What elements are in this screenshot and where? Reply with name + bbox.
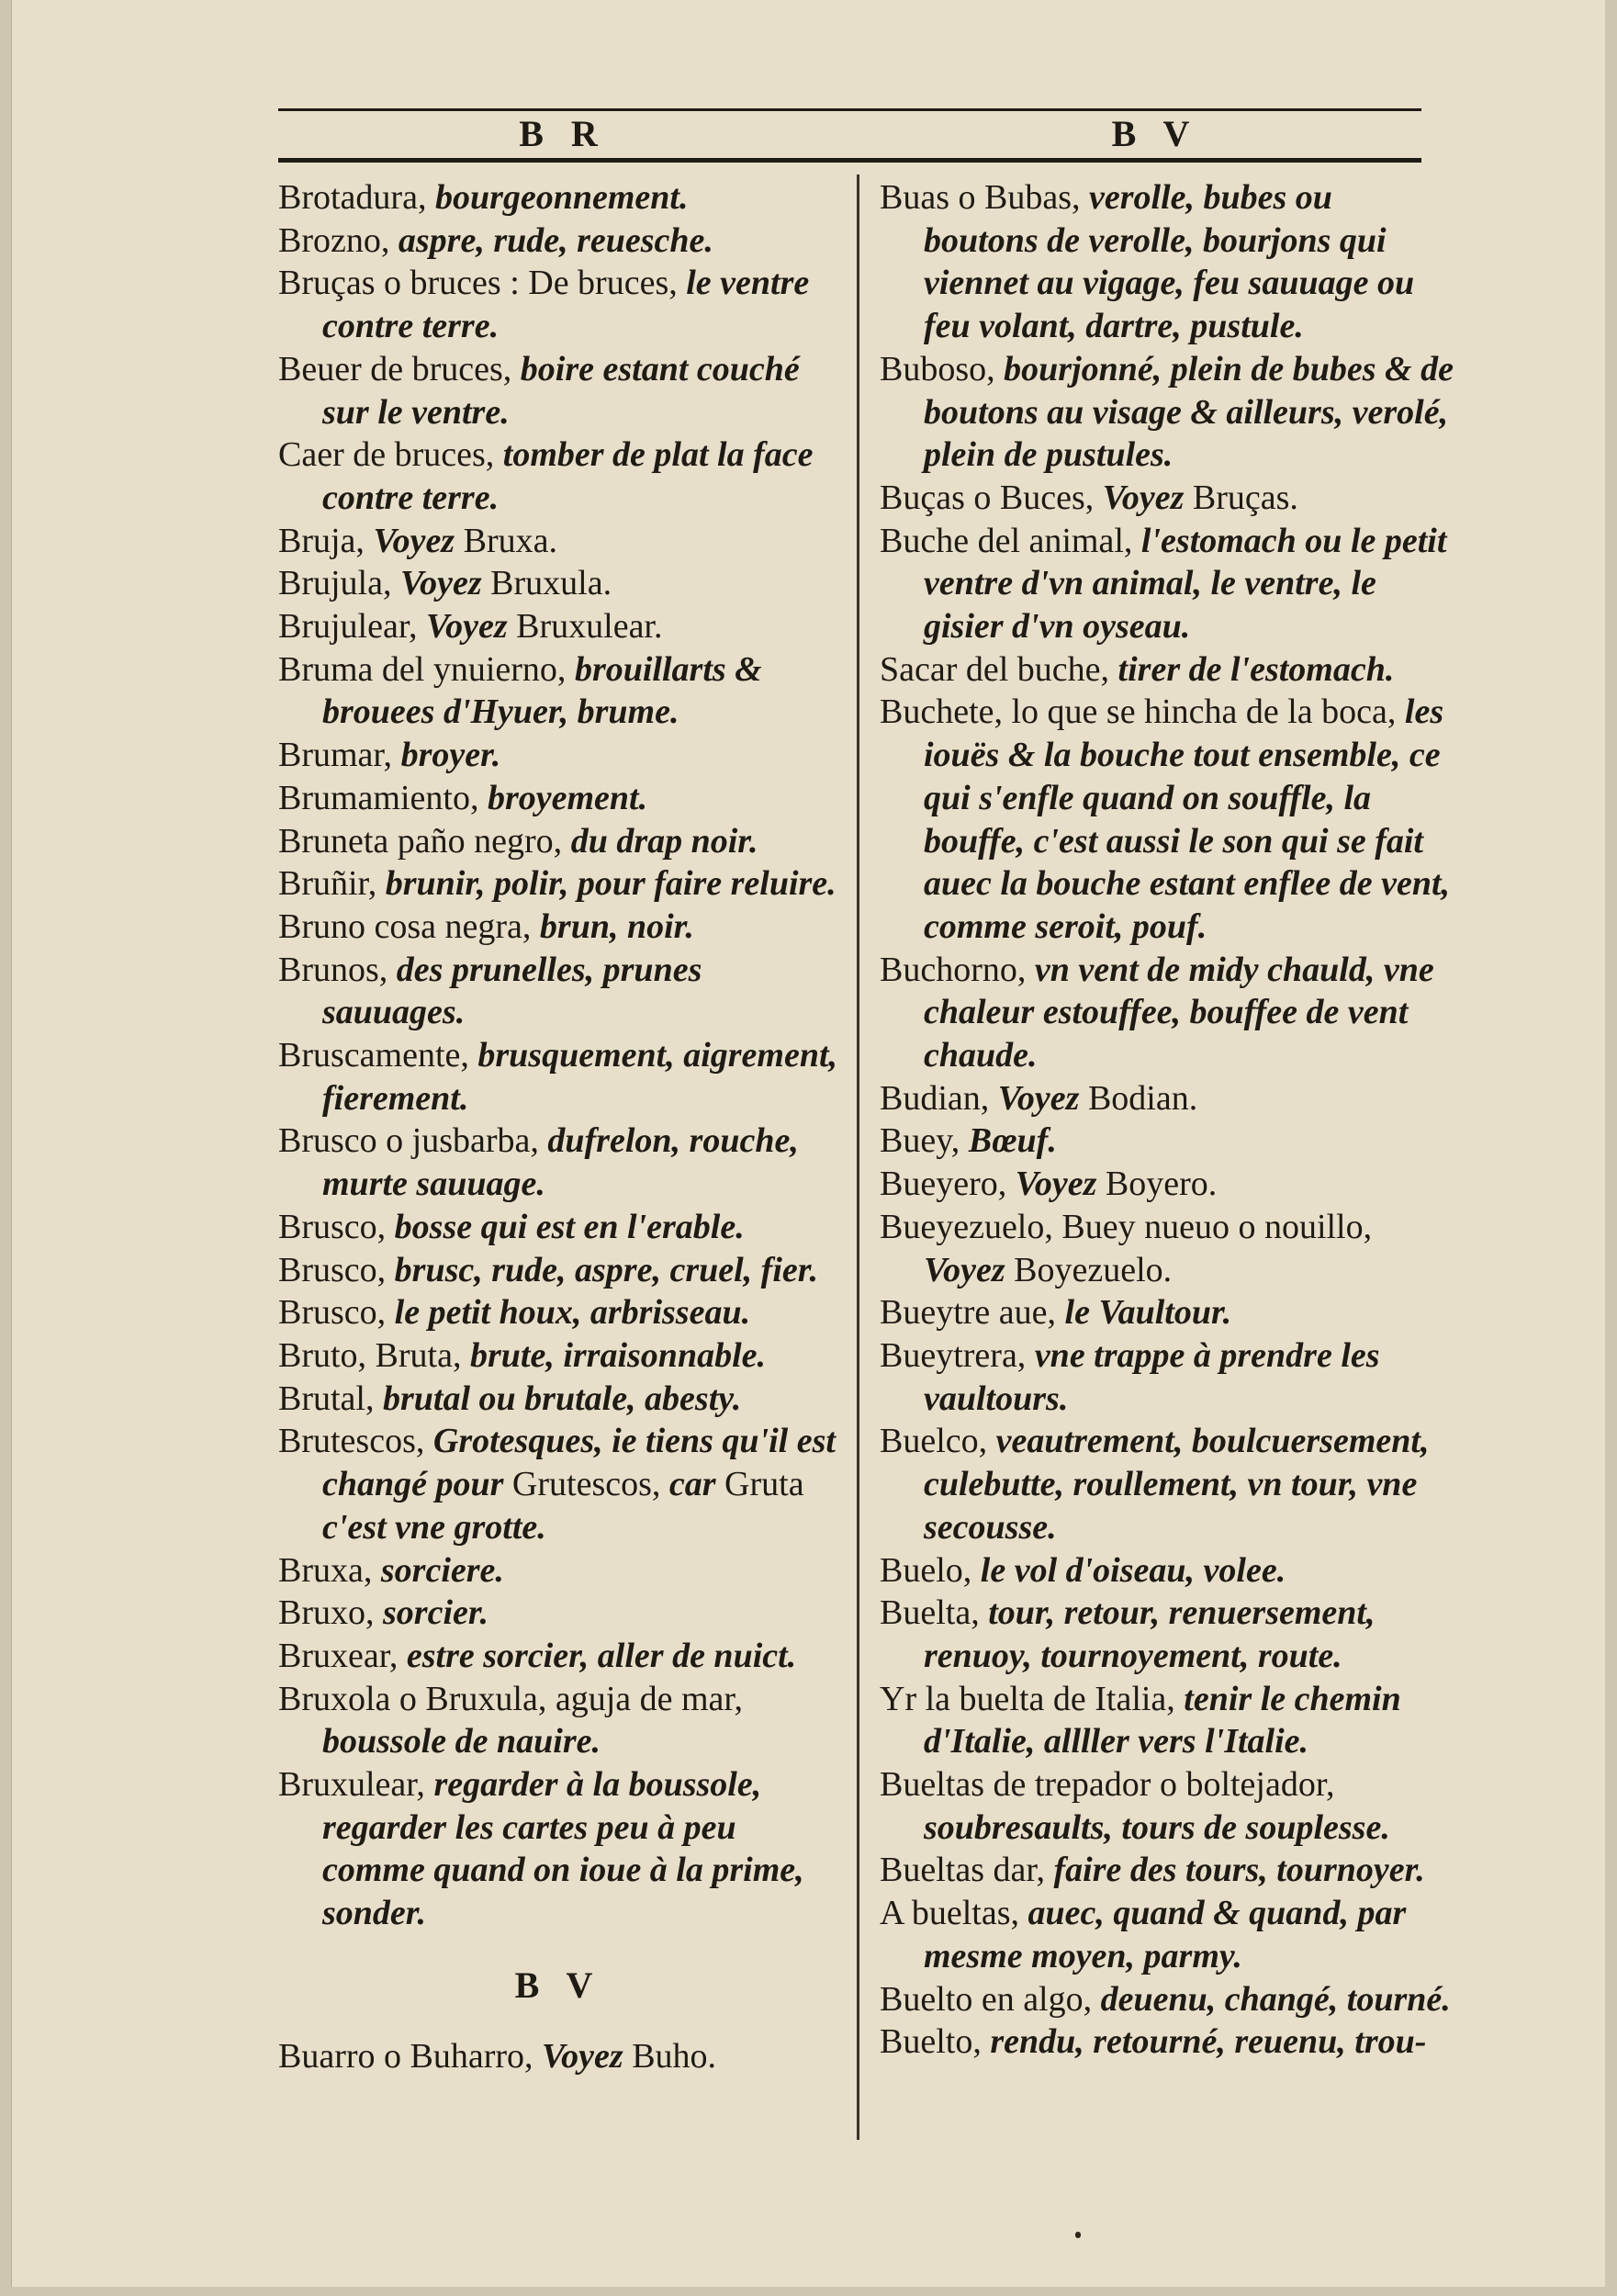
entry-definition: sorciere. [380, 1550, 504, 1590]
entry-term: Sacar del buche, [880, 649, 1118, 689]
right-entries [880, 176, 1454, 2064]
entry-term: Bruxulear, [278, 1765, 434, 1805]
dictionary-entry [880, 1892, 1454, 1977]
entry-definition: faire des tours, tournoyer. [1053, 1851, 1425, 1890]
section-heading-bv: B V [514, 1964, 602, 2006]
entry-term: Bruxear, [278, 1636, 407, 1675]
dictionary-entry [278, 219, 838, 263]
dictionary-entry [880, 2020, 1454, 2064]
entry-term: Bueltas de trepador o boltejador, [880, 1765, 1335, 1805]
dictionary-entry [278, 1763, 838, 1935]
dictionary-entry [278, 1635, 838, 1678]
entry-term: Brozno, [278, 220, 399, 260]
dictionary-entry [278, 1120, 838, 1205]
entry-definition: dufrelon, rouche, murte sauuage. [322, 1121, 799, 1204]
entry-term: Buelto en algo, [880, 1979, 1101, 2019]
entry-term: Brusco, [278, 1250, 395, 1289]
entry-definition: Voyez [399, 564, 491, 603]
entry-definition: c'est vne grotte. [322, 1507, 546, 1547]
dictionary-entry [880, 1763, 1454, 1849]
entry-term: Bruma del ynuierno, [278, 649, 575, 689]
entry-term: Brotadura, [278, 178, 435, 217]
column-divider [857, 174, 859, 2140]
entry-term: Bruxa, [278, 1550, 381, 1590]
dictionary-entry [880, 1849, 1454, 1892]
dictionary-entry [278, 520, 838, 563]
entry-definition: Bœuf. [968, 1121, 1057, 1161]
entry-term: Bruxo, [278, 1593, 383, 1633]
entry-term: Buchorno, [880, 950, 1035, 989]
entry-term: Buho. [632, 2036, 717, 2076]
dictionary-entry [278, 348, 838, 433]
entry-term: Bruneta paño negro, [278, 821, 571, 861]
entry-definition: vn vent de midy chauld, vne chaleur estouffee, bouffee de vent chaude. [924, 950, 1434, 1075]
dictionary-entry [880, 1592, 1454, 1677]
entry-definition: des prunelles, prunes sauuages. [322, 950, 702, 1032]
entry-term: Brumar, [278, 736, 401, 775]
entry-definition: brusc, rude, aspre, cruel, fier. [394, 1250, 818, 1289]
entry-term: Brutal, [278, 1379, 383, 1418]
dictionary-entry [880, 477, 1454, 520]
entry-definition: Grotesques, ie tiens qu'il est changé pour [322, 1422, 836, 1504]
dictionary-entry [278, 1420, 838, 1548]
entry-term: Buelta, [880, 1593, 989, 1633]
entry-term: Bruxulear. [516, 607, 663, 647]
dictionary-entry [278, 1592, 838, 1635]
entry-definition: Voyez [425, 607, 517, 647]
entry-definition: sorcier. [383, 1593, 489, 1633]
dictionary-entry [880, 520, 1454, 648]
entry-definition: boire estant couché sur le ventre. [322, 349, 800, 432]
entry-term: Brujula, [278, 564, 400, 603]
entry-term: Buboso, [880, 349, 1005, 388]
dictionary-entry [278, 734, 838, 777]
entry-term: Yr la buelta de Italia, [880, 1679, 1185, 1718]
entry-definition: brunir, polir, pour faire reluire. [385, 864, 837, 904]
dictionary-entry [880, 949, 1454, 1077]
running-head-left: B R [519, 113, 607, 154]
entry-definition: l'estomach ou le petit ventre d'vn animal, le ventre, le gisier d'vn oyseau. [924, 521, 1447, 647]
entry-term: Brusco, [278, 1293, 395, 1333]
entry-definition: Voyez [542, 2036, 633, 2076]
dictionary-entry [880, 1077, 1454, 1120]
entry-term: Bruto, Bruta, [278, 1335, 470, 1375]
dictionary-entry [880, 1334, 1454, 1420]
dictionary-entry [278, 2035, 838, 2078]
entry-term: Bueltas dar, [880, 1851, 1054, 1890]
dictionary-entry [880, 648, 1454, 692]
dictionary-entry [880, 1420, 1454, 1548]
dictionary-entry [278, 1678, 838, 1763]
entry-term: Bruja, [278, 521, 374, 560]
entry-term: Buchete, lo que se hincha de la boca, [880, 692, 1405, 732]
entry-term: Bruxa. [463, 521, 557, 560]
entry-definition: brutal ou brutale, abesty. [382, 1379, 742, 1418]
entry-term: Budian, [880, 1078, 998, 1118]
dictionary-entry [278, 1549, 838, 1593]
entry-definition: soubresaults, tours de souplesse. [924, 1807, 1390, 1847]
dictionary-entry [880, 1678, 1454, 1763]
entry-definition: tenir le chemin d'Italie, allller vers l'Italie. [924, 1679, 1401, 1761]
entry-term: Boyezuelo. [1014, 1250, 1173, 1289]
dictionary-entry [278, 1206, 838, 1249]
dictionary-entry [880, 1291, 1454, 1334]
left-entries [278, 176, 838, 1935]
entry-definition: brun, noir. [539, 906, 694, 946]
entry-definition: le Vaultour. [1064, 1293, 1232, 1333]
entry-term: Beuer de bruces, [278, 349, 521, 388]
entry-term: Brutescos, [278, 1422, 433, 1461]
entry-definition: deuenu, changé, tourné. [1100, 1979, 1451, 2019]
entry-term: Bruno cosa negra, [278, 906, 540, 946]
entry-definition: le petit houx, arbrisseau. [394, 1293, 751, 1333]
entry-term: Bueytre aue, [880, 1293, 1065, 1333]
entry-definition: bourjonné, plein de bubes & de boutons au visage & ailleurs, verolé, plein de pustules. [924, 349, 1454, 475]
dictionary-entry [278, 1034, 838, 1120]
entry-definition: brute, irraisonnable. [469, 1335, 767, 1375]
entry-term: Bruxula. [490, 564, 612, 603]
left-entries-bv [278, 2035, 838, 2078]
dictionary-entry [880, 691, 1454, 948]
entry-term: Bruças. [1192, 478, 1298, 517]
entry-term: Brusco, [278, 1207, 395, 1246]
entry-term: Bruñir, [278, 864, 386, 904]
entry-term: Bueyezuelo, Buey nueuo o nouillo, [880, 1207, 1373, 1246]
entry-definition: tomber de plat la face contre terre. [322, 435, 814, 517]
dictionary-entry [278, 262, 838, 347]
dictionary-entry [278, 562, 838, 605]
entry-definition: regarder à la boussole, regarder les cartes peu à peu comme quand on ioue à la prime, sonder. [322, 1765, 804, 1933]
entry-definition: broyement. [487, 778, 648, 817]
entry-definition: boussole de nauire. [322, 1722, 601, 1761]
left-column [278, 176, 838, 2077]
entry-term: Bruxola o Bruxula, aguja de mar, [278, 1679, 744, 1718]
page [11, 0, 1605, 2287]
entry-term: Boyero. [1105, 1165, 1218, 1204]
entry-definition: tour, retour, renuersement, renuoy, tournoyement, route. [924, 1593, 1376, 1675]
entry-term: Buche del animal, [880, 521, 1141, 560]
right-column [880, 176, 1454, 2064]
dictionary-entry [278, 1249, 838, 1292]
entry-definition: Voyez [1102, 478, 1193, 517]
entry-definition: bourgeonnement. [434, 178, 689, 217]
dictionary-entry [880, 348, 1454, 477]
entry-definition: aspre, rude, reuesche. [398, 220, 713, 260]
entry-term: Buelco, [880, 1422, 996, 1461]
dictionary-entry [880, 1120, 1454, 1163]
dictionary-entry [278, 433, 838, 519]
entry-term: Brunos, [278, 950, 397, 989]
entry-definition: tirer de l'estomach. [1117, 649, 1395, 689]
dictionary-entry [278, 777, 838, 820]
entry-definition: auec, quand & quand, par mesme moyen, parmy. [924, 1894, 1407, 1975]
entry-term: A bueltas, [880, 1894, 1028, 1933]
entry-term: Brusco o jusbarba, [278, 1121, 548, 1161]
entry-term: Buarro o Buharro, [278, 2036, 543, 2076]
entry-definition: broyer. [400, 736, 501, 775]
dictionary-entry [880, 1549, 1454, 1593]
running-head-right: B V [1111, 113, 1199, 154]
entry-term: Brumamiento, [278, 778, 488, 817]
entry-term: Caer de bruces, [278, 435, 503, 475]
entry-term: Buças o Buces, [880, 478, 1103, 517]
entry-term: Buelto, [880, 2022, 991, 2062]
page-speck [1075, 2232, 1081, 2238]
entry-definition: veautrement, boulcuersement, culebutte, roullement, vn tour, vne secousse. [924, 1422, 1430, 1547]
entry-definition: Voyez [997, 1078, 1088, 1118]
entry-term: Buey, [880, 1121, 969, 1161]
dictionary-entry [278, 949, 838, 1034]
entry-term: Bruscamente, [278, 1036, 478, 1075]
dictionary-entry [278, 1291, 838, 1334]
dictionary-entry [278, 176, 838, 219]
top-rule-thick [278, 158, 1421, 163]
dictionary-entry [278, 906, 838, 949]
top-rule-thin [278, 108, 1421, 111]
entry-definition: Voyez [1015, 1165, 1106, 1204]
entry-term: Gruta [724, 1465, 804, 1504]
dictionary-entry [278, 648, 838, 734]
entry-definition: le vol d'oiseau, volee. [980, 1550, 1286, 1590]
entry-term: Bueyero, [880, 1165, 1016, 1204]
entry-definition: bosse qui est en l'erable. [394, 1207, 745, 1246]
entry-definition: Voyez [373, 521, 464, 560]
entry-definition: vne trappe à prendre les vaultours. [924, 1335, 1380, 1418]
entry-term: Bodian. [1087, 1078, 1198, 1118]
entry-term: Brujulear, [278, 607, 426, 647]
dictionary-entry [880, 1978, 1454, 2021]
dictionary-entry [880, 1206, 1454, 1291]
entry-definition: le ventre contre terre. [322, 264, 810, 346]
entry-definition: car [668, 1465, 725, 1504]
dictionary-entry [880, 1163, 1454, 1206]
dictionary-entry [278, 1334, 838, 1378]
entry-term: Bueytrera, [880, 1335, 1035, 1375]
entry-term: Grutescos, [511, 1465, 669, 1504]
entry-definition: brusquement, aigrement, fierement. [322, 1036, 838, 1118]
dictionary-entry [278, 605, 838, 648]
entry-definition: du drap noir. [570, 821, 758, 861]
entry-term: Buas o Bubas, [880, 178, 1089, 217]
dictionary-entry [278, 820, 838, 863]
entry-definition: Voyez [924, 1250, 1015, 1289]
dictionary-entry [880, 176, 1454, 348]
entry-definition: rendu, retourné, reuenu, trou- [990, 2022, 1427, 2062]
entry-definition: verolle, bubes ou boutons de verolle, bourjons qui viennet au vigage, feu sauuage ou feu volant, dartre, pustule. [924, 178, 1415, 346]
entry-definition: estre sorcier, aller de nuict. [406, 1636, 797, 1675]
dictionary-entry [278, 862, 838, 906]
entry-term: Bruças o bruces : De bruces, [278, 264, 687, 303]
entry-definition: brouillarts & brouees d'Hyuer, brume. [322, 649, 762, 732]
dictionary-entry [278, 1378, 838, 1421]
entry-definition: les iouës & la bouche tout ensemble, ce qui s'enfle quand on souffle, la bouffe, c'est aussi le son qui se fait auec la bouche estant enflee de vent, comme seroit, pouf. [924, 692, 1451, 946]
entry-term: Buelo, [880, 1550, 981, 1590]
